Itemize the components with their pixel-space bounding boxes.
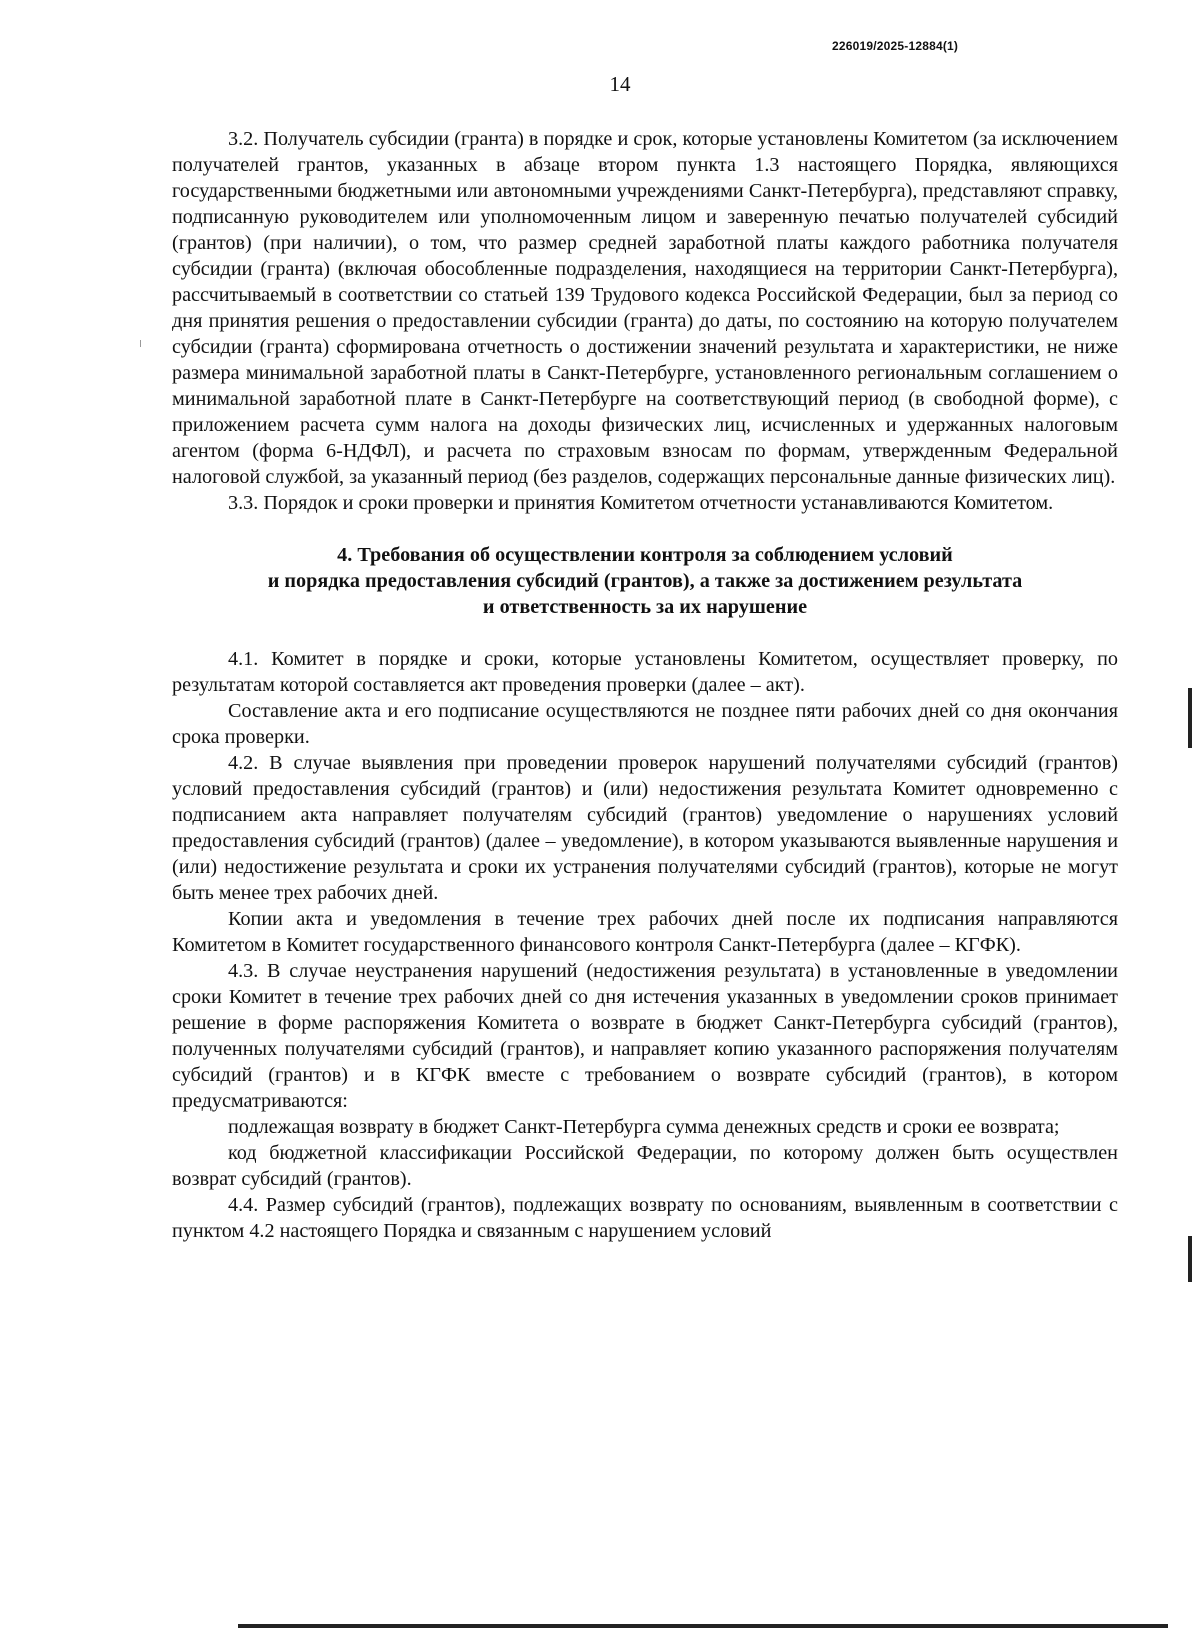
paragraph-4-2: 4.2. В случае выявления при проведении проверок нарушений получателями субсидий (грантов) условий предоставления субсидий (грантов) и (или) недостижения результата Комитет одновременно с подписанием акта направляет получателям субсидий (грантов) уведомление о нарушениях условий предоставления субсидий (грантов) (далее – уведомление), в котором указываются выявленные нарушения и (или) недостижение результата и сроки их устранения получателями субсидий (грантов), которые не могут быть менее трех рабочих дней. [172, 752, 1118, 904]
paragraph-4-4: 4.4. Размер субсидий (грантов), подлежащих возврату по основаниям, выявленным в соответствии с пунктом 4.2 настоящего Порядка и связанным с нарушением условий [172, 1194, 1118, 1242]
paragraph-4-1-act: Составление акта и его подписание осуществляются не позднее пяти рабочих дней со дня окончания срока проверки. [172, 700, 1118, 748]
page-number: 14 [609, 72, 631, 96]
heading-line: и порядка предоставления субсидий (грантов), а также за достижением результата [267, 570, 1023, 592]
list-item-refund-amount: подлежащая возврату в бюджет Санкт-Петербурга сумма денежных средств и сроки ее возврата; [228, 1116, 1060, 1138]
heading-line: и ответственность за их нарушение [482, 596, 808, 618]
document-body [172, 126, 1118, 1244]
paragraph-3-3: 3.3. Порядок и сроки проверки и принятия Комитетом отчетности устанавливаются Комитетом. [228, 492, 1054, 514]
paragraph-4-1: 4.1. Комитет в порядке и сроки, которые установлены Комитетом, осуществляет проверку, по результатам которой составляется акт проведения проверки (далее – акт). [172, 648, 1118, 696]
scan-edge-mark [1188, 1236, 1192, 1282]
section-heading-4 [172, 542, 1118, 620]
scan-edge-mark [1188, 688, 1192, 748]
paragraph-4-2-copies: Копии акта и уведомления в течение трех рабочих дней после их подписания направляются Комитетом в Комитет государственного финансового контроля Санкт-Петербурга (далее – КГФК). [172, 908, 1118, 956]
document-id: 226019/2025-12884(1) [832, 39, 959, 53]
heading-line: 4. Требования об осуществлении контроля за соблюдением условий [337, 544, 953, 566]
list-item-budget-code: код бюджетной классификации Российской Федерации, по которому должен быть осуществлен возврат субсидий (грантов). [172, 1142, 1118, 1190]
paragraph-4-3: 4.3. В случае неустранения нарушений (недостижения результата) в установленные в уведомлении сроки Комитет в течение трех рабочих дней со дня истечения указанных в уведомлении сроков принимает решение в форме распоряжения Комитета о возврате в бюджет Санкт-Петербурга субсидий (грантов), полученных получателями субсидий (грантов), и направляет копию указанного распоряжения получателям субсидий (грантов) и в КГФК вместе с требованием о возврате субсидий (грантов), в котором предусматриваются: [172, 960, 1118, 1112]
scan-artifact [140, 340, 141, 347]
scan-bottom-edge [238, 1624, 1168, 1628]
paragraph-3-2: 3.2. Получатель субсидии (гранта) в порядке и срок, которые установлены Комитетом (за исключением получателей грантов, указанных в абзаце втором пункта 1.3 настоящего Порядка, являющихся государственными бюджетными или автономными учреждениями Санкт-Петербурга), представляют справку, подписанную руководителем или уполномоченным лицом и заверенную печатью получателей субсидий (грантов) (при наличии), о том, что размер средней заработной платы каждого работника получателя субсидии (гранта) (включая обособленные подразделения, находящиеся на территории Санкт-Петербурга), рассчитываемый в соответствии со статьей 139 Трудового кодекса Российской Федерации, был за период со дня принятия решения о предоставлении субсидии (гранта) до даты, по состоянию на которую получателем субсидии (гранта) сформирована отчетность о достижении значений результата и характеристики, не ниже размера минимальной заработной платы в Санкт-Петербурге, установленного региональным соглашением о минимальной заработной плате в Санкт-Петербурге на соответствующий период (в свободной форме), с приложением расчета сумм налога на доходы физических лиц, исчисленных и удержанных налоговым агентом (форма 6-НДФЛ), и расчета по страховым взносам по формам, утвержденным Федеральной налоговой службой, за указанный период (без разделов, содержащих персональные данные физических лиц). [172, 128, 1118, 488]
